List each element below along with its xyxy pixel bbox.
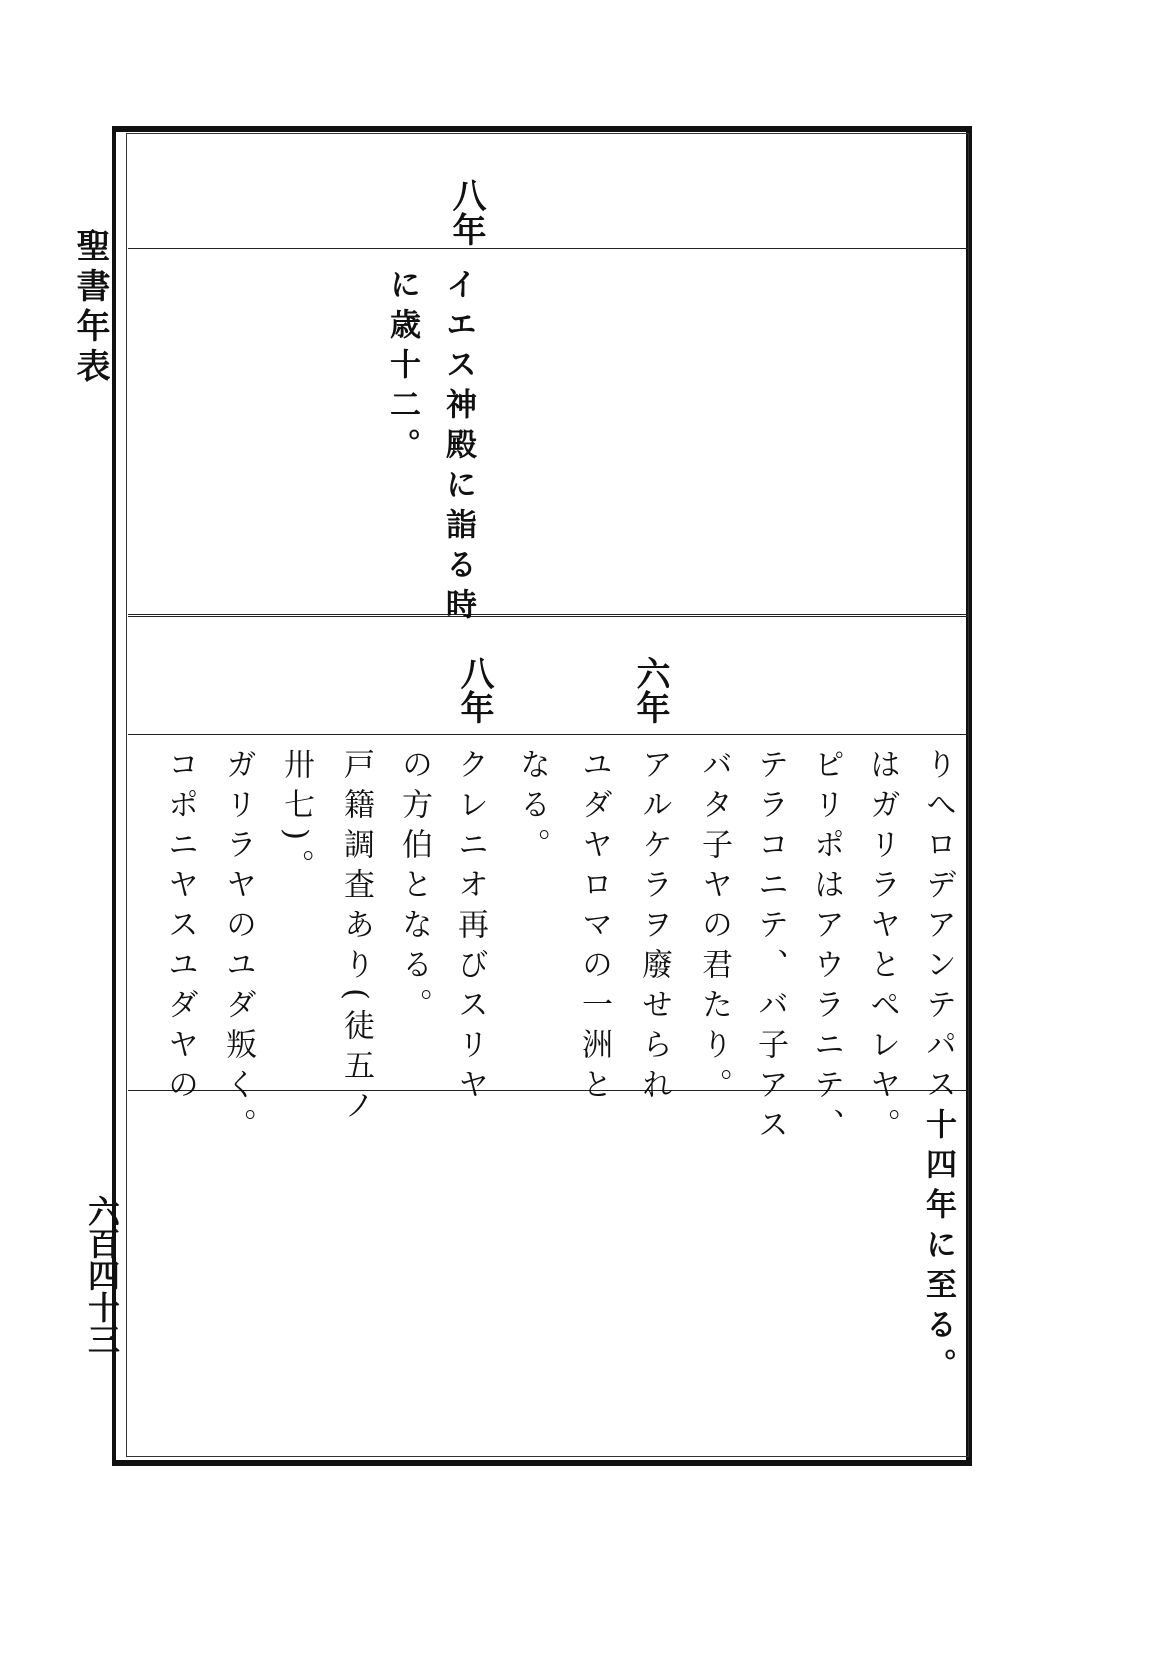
entry-line: コポニヤスユダヤの [162, 748, 198, 1108]
entry-line: クレニオ再びスリヤ [452, 748, 488, 1108]
entry-line: りへロデアンテパス [920, 748, 956, 1108]
running-title: 聖書年表 [70, 228, 110, 388]
entry-line: テラコニテ、バ子アス [752, 748, 788, 1148]
entry-line: 十四年に至る。 [920, 1108, 956, 1388]
entry-line: ガリラヤのユダ叛く。 [220, 748, 256, 1148]
entry-line: はガリラヤとペレヤ。 [864, 748, 900, 1148]
entry-line: ユダヤロマの一洲と [576, 748, 612, 1108]
entry-line: 卅七)。 [278, 748, 314, 890]
year-label-8: 八年 [446, 178, 486, 246]
entry-line: の方伯となる。 [396, 748, 432, 1028]
divider-2 [128, 614, 968, 617]
entry-line: 戸籍調査あり(徒五ノ [338, 748, 374, 1130]
entry-line: バタ子ヤの君たり。 [696, 748, 732, 1108]
entry-line: なる。 [514, 748, 550, 868]
year-label-8: 八年 [454, 656, 494, 724]
page-number: 六百四十三 [83, 1195, 121, 1355]
entry-line: ピリポはアウラニテ、 [808, 748, 844, 1148]
entry-line: イエス神殿に詣る時 [440, 268, 476, 628]
divider-1 [128, 248, 968, 249]
entry-line: アルケラヲ廢せられ [636, 748, 672, 1108]
year-label-6: 六年 [630, 656, 670, 724]
divider-3 [128, 734, 968, 735]
entry-line: に歳十二。 [384, 268, 420, 468]
